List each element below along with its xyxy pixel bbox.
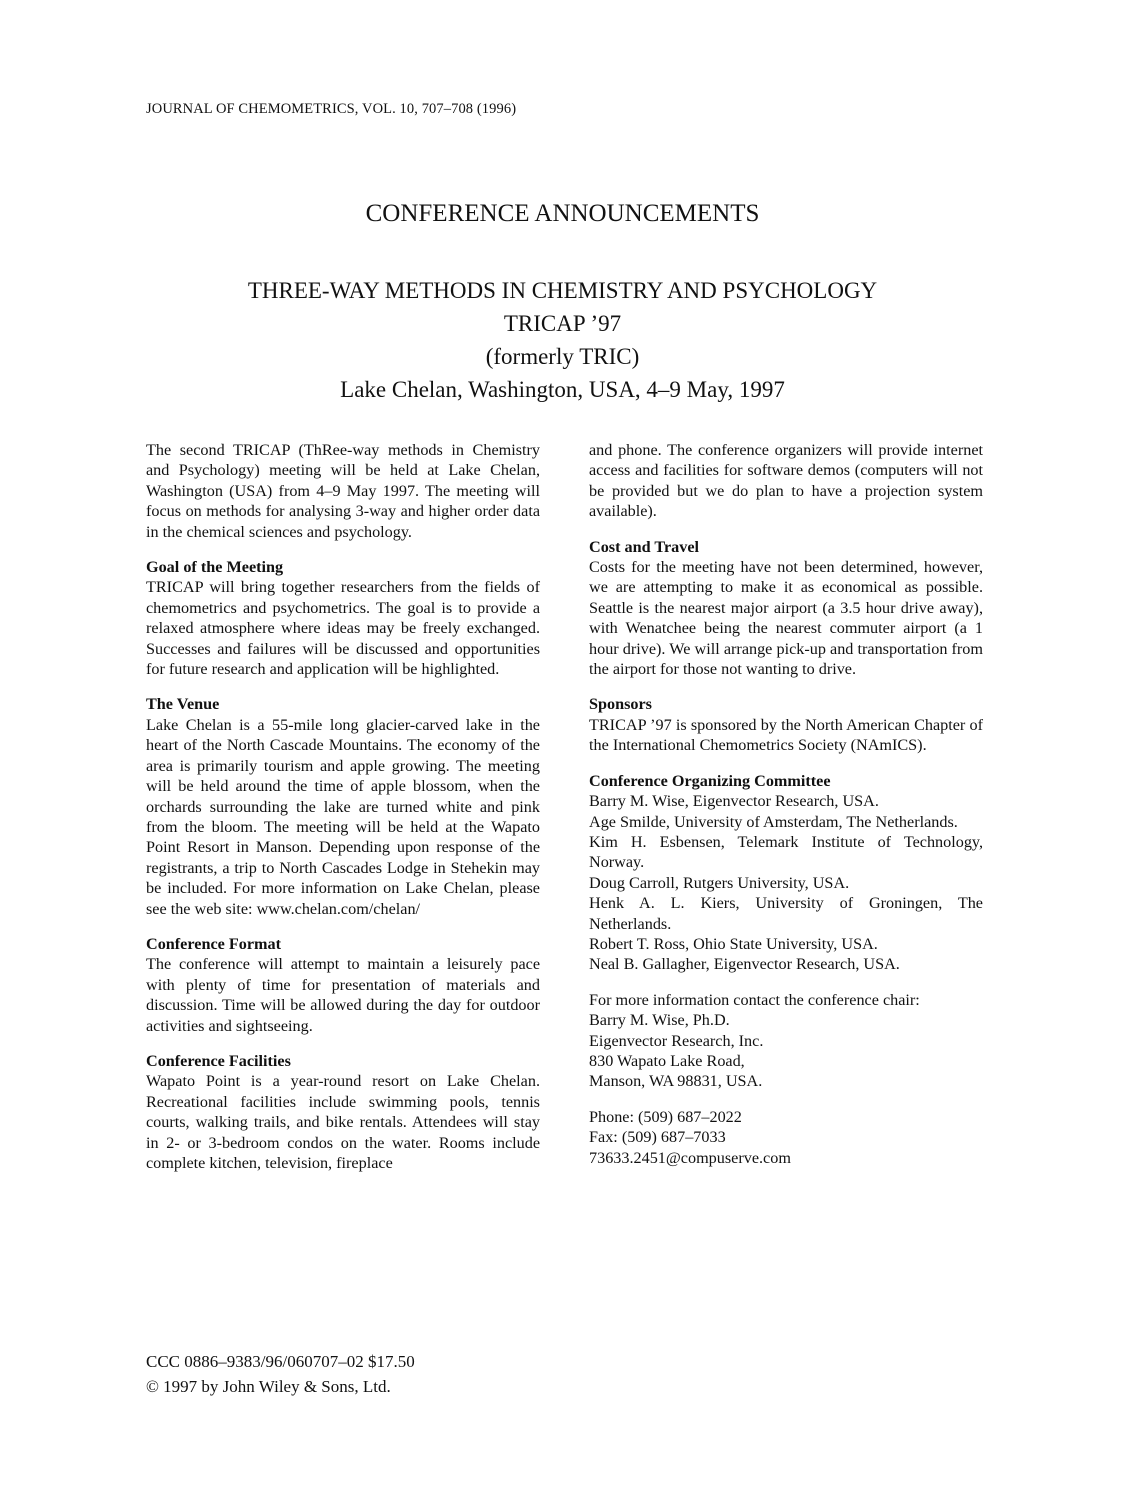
conference-short-name: TRICAP ’97 <box>503 311 622 336</box>
facilities-continued: and phone. The conference organizers will provide internet access and facilities for software demos (computers will not be provided but we do plan to have a projection system available). <box>589 441 983 521</box>
section-heading: Sponsors <box>589 695 652 714</box>
contact-address <box>589 990 983 1092</box>
contact-org: Eigenvector Research, Inc. <box>589 1031 764 1050</box>
contact-fax: Fax: (509) 687–7033 <box>589 1128 726 1147</box>
contact-phone: Phone: (509) 687–2022 <box>589 1107 742 1126</box>
contact-intro: For more information contact the conference chair: <box>589 990 920 1009</box>
section-heading: Conference Format <box>146 934 281 953</box>
section-committee <box>589 771 983 975</box>
committee-member: Henk A. L. Kiers, University of Groningen, The Netherlands. <box>589 894 983 933</box>
section-body: Lake Chelan is a 55-mile long glacier-carved lake in the heart of the North Cascade Mountains. The economy of the area is primarily tourism and apple growing. The meeting will be held around the time of apple blossom, when the orchards surrounding the lake are turned white and pink from the bloom. The meeting will be held at the Wapato Point Resort in Manson. Depending upon response of the registrants, a trip to North Cascades Lodge in Stehekin may be included. For more information on Lake Chelan, please see the web site: www.chelan.com/chelan/ <box>146 715 540 918</box>
intro-paragraph: The second TRICAP (ThRee-way methods in Chemistry and Psychology) meeting will be held at Lake Chelan, Washington (USA) from 4–9 May 1997. The meeting will focus on methods for analysing 3-way and higher order data in the chemical sciences and psychology. <box>146 441 540 541</box>
section-body: Costs for the meeting have not been determined, however, we are attempting to make it as economical as possible. Seattle is the nearest major airport (a 3.5 hour drive away), with Wenatchee being the nearest commuter airport (a 1 hour drive). We will arrange pick-up and transportation from the airport for those not wanting to drive. <box>589 558 983 679</box>
contact-email: 73633.2451@compuserve.com <box>589 1148 791 1167</box>
section-heading: Conference Organizing Committee <box>589 771 831 790</box>
section-venue <box>146 694 540 918</box>
section-format <box>146 934 540 1036</box>
contact-city: Manson, WA 98831, USA. <box>589 1072 763 1091</box>
page-title: CONFERENCE ANNOUNCEMENTS <box>365 200 760 227</box>
footer <box>146 1349 415 1399</box>
running-head: JOURNAL OF CHEMOMETRICS, VOL. 10, 707–708 (1996) <box>146 101 517 117</box>
contact-street: 830 Wapato Lake Road, <box>589 1051 745 1070</box>
section-heading: Goal of the Meeting <box>146 558 284 577</box>
section-sponsors <box>589 694 983 755</box>
ccc-code: CCC 0886–9383/96/060707–02 $17.50 <box>146 1352 415 1371</box>
section-body: TRICAP will bring together researchers from the fields of chemometrics and psychometrics. The goal is to provide a relaxed atmosphere where ideas may be freely exchanged. Successes and failures will be discussed and opportunities for future research and application will be highlighted. <box>146 578 540 679</box>
committee-member: Neal B. Gallagher, Eigenvector Research, USA. <box>589 955 900 974</box>
section-body: The conference will attempt to maintain a leisurely pace with plenty of time for presentation of materials and discussion. Time will be allowed during the day for outdoor activities and sightseeing. <box>146 955 540 1035</box>
section-heading: The Venue <box>146 695 220 714</box>
section-facilities <box>146 1051 540 1173</box>
section-body: Wapato Point is a year-round resort on Lake Chelan. Recreational facilities include swimming pools, tennis courts, walking trails, and bike rentals. Attendees will stay in 2- or 3-bedroom condos on the water. Rooms include complete kitchen, television, fireplace <box>146 1072 540 1172</box>
conference-former-name: (formerly TRIC) <box>485 344 640 369</box>
section-goal <box>146 557 540 679</box>
section-body: TRICAP ’97 is sponsored by the North American Chapter of the International Chemometrics Society (NAmICS). <box>589 715 983 755</box>
committee-member: Robert T. Ross, Ohio State University, USA. <box>589 934 878 953</box>
section-heading: Cost and Travel <box>589 537 700 556</box>
committee-list <box>589 791 983 975</box>
right-column <box>589 440 983 1168</box>
committee-member: Barry M. Wise, Eigenvector Research, USA. <box>589 792 879 811</box>
section-cost <box>589 537 983 680</box>
conference-title-block <box>0 274 1125 406</box>
left-column <box>146 440 540 1173</box>
committee-member: Age Smilde, University of Amsterdam, The Netherlands. <box>589 812 958 831</box>
contact-details <box>589 1107 983 1168</box>
committee-member: Doug Carroll, Rutgers University, USA. <box>589 873 850 892</box>
conference-name: THREE-WAY METHODS IN CHEMISTRY AND PSYCHOLOGY <box>247 278 878 303</box>
contact-name: Barry M. Wise, Ph.D. <box>589 1011 730 1030</box>
copyright: © 1997 by John Wiley & Sons, Ltd. <box>146 1377 391 1396</box>
committee-member: Kim H. Esbensen, Telemark Institute of Technology, Norway. <box>589 832 983 872</box>
conference-location-date: Lake Chelan, Washington, USA, 4–9 May, 1997 <box>340 377 785 402</box>
section-heading: Conference Facilities <box>146 1051 291 1070</box>
